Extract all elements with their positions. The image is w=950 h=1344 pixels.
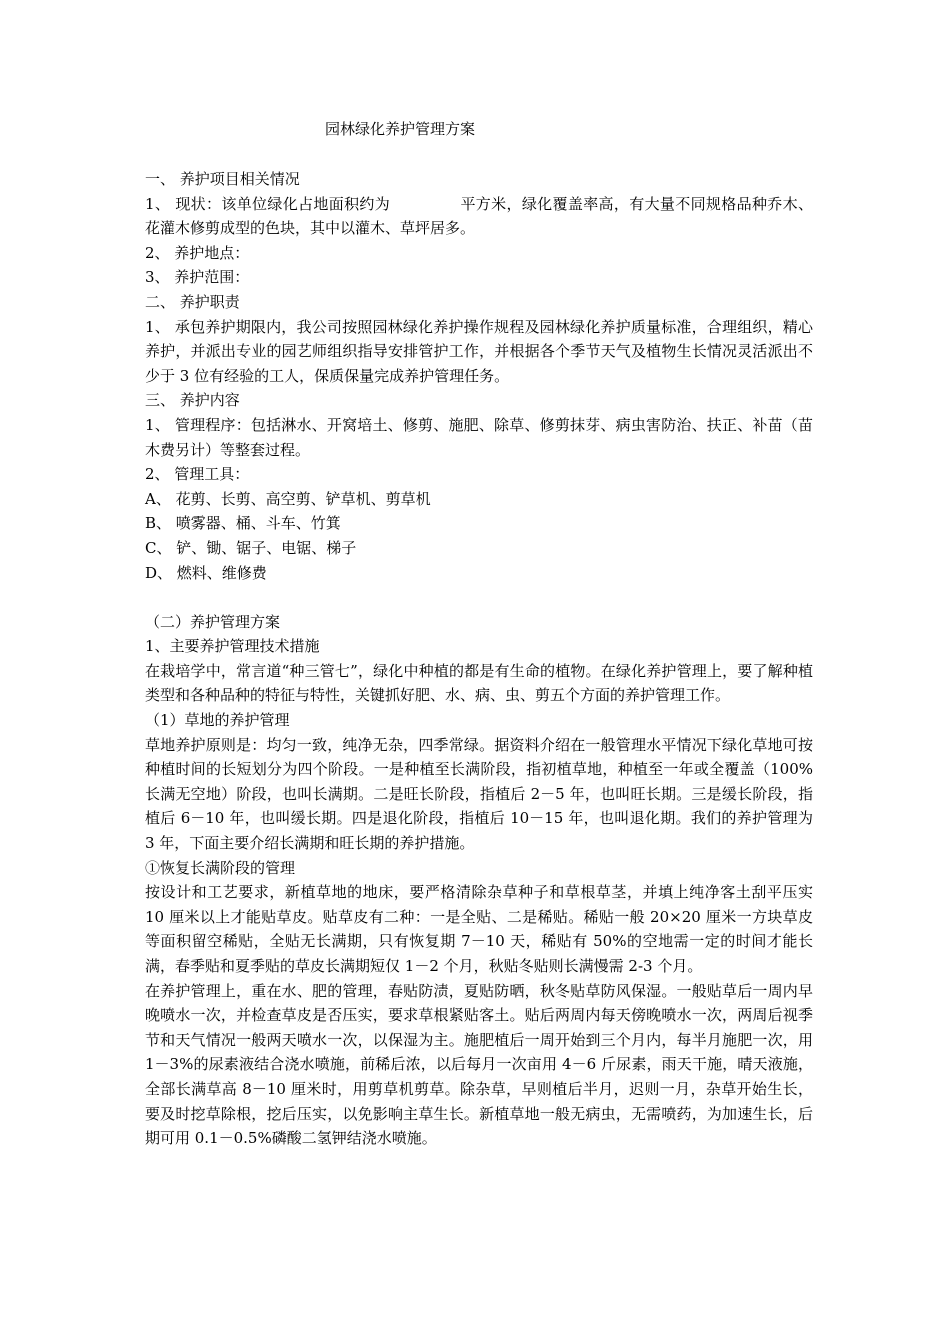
document-title: 园林绿化养护管理方案 bbox=[325, 120, 476, 138]
status-text-part2: 平方米，绿化覆盖率高，有大量不同规格品种乔木、花灌木修剪成型的色块，其中以灌木、草坪居多。 bbox=[145, 194, 813, 238]
paragraph-status bbox=[145, 192, 813, 241]
document-body bbox=[145, 167, 813, 1151]
paragraph-location: 2、 养护地点： bbox=[145, 243, 250, 262]
paragraph-duties: 1、 承包养护期限内，我公司按照园林绿化养护操作规程及园林绿化养护质量标准，合理组织，精心养护，并派出专业的园艺师组织指导安排管护工作，并根据各个季节天气及植物生长情况灵活派出不少于 3 位有经验的工人，保质保量完成养护管理任务。 bbox=[145, 317, 813, 385]
paragraph-grass-planting: 按设计和工艺要求，新植草地的地床，要严格清除杂草种子和草根草茎，并填上纯净客土刮平压实 10 厘米以上才能贴草皮。贴草皮有二种：一是全贴、二是稀贴。稀贴一般 20×20 厘米一方块草皮等面积留空稀贴，全贴无长满期，只有恢复期 7－10 天，稀贴有 50%的空地需一定的时间才能长满，春季贴和夏季贴的草皮长满期短仅 1－2 个月，秋贴冬贴则长满慢需 2-3 个月。 bbox=[145, 883, 813, 975]
tool-item-c: C、 铲、锄、锯子、电锯、梯子 bbox=[145, 538, 357, 557]
grass-subheading: ①恢复长满阶段的管理 bbox=[145, 858, 296, 877]
blank-line bbox=[145, 585, 813, 610]
section-heading-1: 一、 养护项目相关情况 bbox=[145, 170, 300, 188]
paragraph-procedure: 1、 管理程序：包括淋水、开窝培土、修剪、施肥、除草、修剪抹芽、病虫害防治、扶正、补苗（苗木费另计）等整套过程。 bbox=[145, 415, 813, 459]
status-text-part1: 1、 现状：该单位绿化占地面积约为 bbox=[145, 194, 391, 213]
plan-subheading: 1、主要养护管理技术措施 bbox=[145, 637, 320, 656]
section-heading-3: 三、 养护内容 bbox=[145, 391, 240, 410]
tool-item-b: B、 喷雾器、桶、斗车、竹箕 bbox=[145, 514, 341, 533]
grass-heading: （1）草地的养护管理 bbox=[145, 711, 290, 730]
paragraph-grass-maintenance: 在养护管理上，重在水、肥的管理，春贴防渍，夏贴防晒，秋冬贴草防风保湿。一般贴草后一周内早晚喷水一次，并检查草皮是否压实，要求草根紧贴客土。贴后两周内每天傍晚喷水一次，两周后视季节和天气情况一般两天喷水一次，以保湿为主。施肥植后一周开始到三个月内，每半月施肥一次，用 1－3%的尿素液结合浇水喷施，前稀后浓，以后每月一次亩用 4－6 斤尿素，雨天干施，晴天液施，全部长满草高 8－10 厘米时，用剪草机剪草。除杂草，早则植后半月，迟则一月，杂草开始生长，要及时挖草除根，挖后压实，以免影响主草生长。新植草地一般无病虫，无需喷药，为加速生长，后期可用 0.1－0.5%磷酸二氢钾结浇水喷施。 bbox=[145, 981, 813, 1148]
section-heading-2: 二、 养护职责 bbox=[145, 292, 240, 311]
tool-item-a: A、 花剪、长剪、高空剪、铲草机、剪草机 bbox=[145, 489, 431, 508]
plan-heading: （二）养护管理方案 bbox=[145, 612, 281, 631]
paragraph-scope: 3、 养护范围： bbox=[145, 268, 250, 287]
paragraph-tools: 2、 管理工具： bbox=[145, 465, 250, 484]
tool-item-d: D、 燃料、维修费 bbox=[145, 563, 267, 582]
paragraph-grass-principles: 草地养护原则是：均匀一致，纯净无杂，四季常绿。据资料介绍在一般管理水平情况下绿化草地可按种植时间的长短划分为四个阶段。一是种植至长满阶段，指初植草地，种植至一年或全覆盖（100%长满无空地）阶段，也叫长满期。二是旺长阶段，指植后 2－5 年，也叫旺长期。三是缓长阶段，指植后 6－10 年，也叫缓长期。四是退化阶段，指植后 10－15 年，也叫退化期。我们的养护管理为 3 年，下面主要介绍长满期和旺长期的养护措施。 bbox=[145, 735, 813, 853]
paragraph-plan-intro: 在栽培学中，常言道“种三管七”，绿化中种植的都是有生命的植物。在绿化养护管理上，要了解种植类型和各种品种的特征与特性，关键抓好肥、水、病、虫、剪五个方面的养护管理工作。 bbox=[145, 661, 813, 705]
